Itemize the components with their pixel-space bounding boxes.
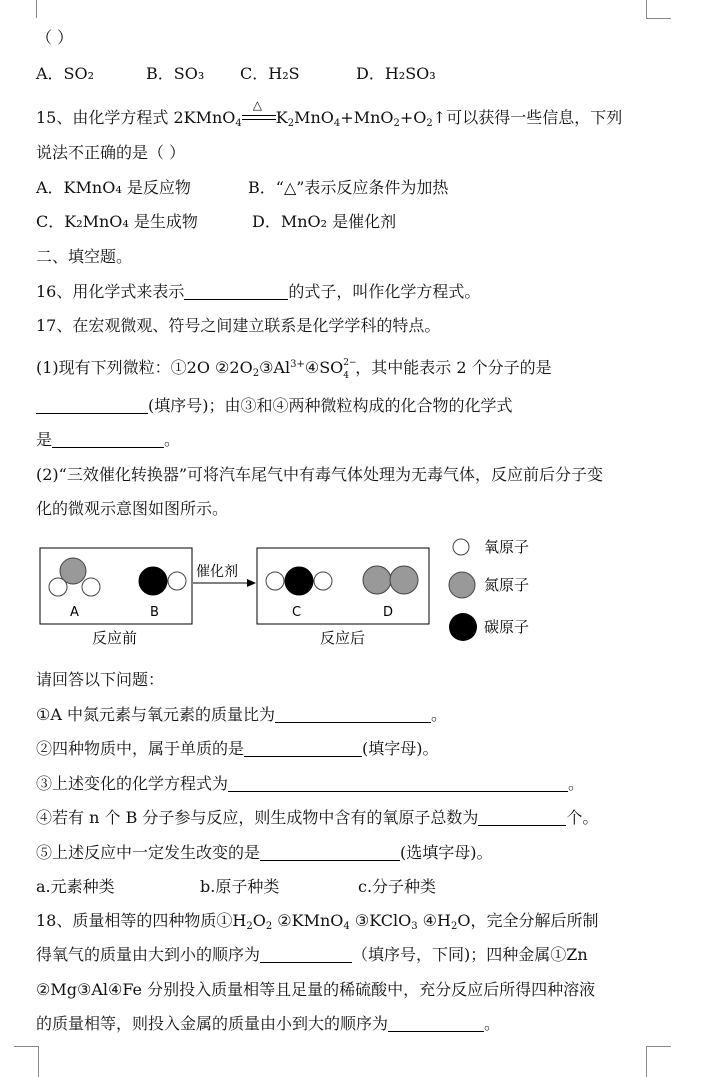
q15-tail: 可以获得一些信息，下列 [446,108,623,127]
q17-sub2-post: (填字母)。 [362,739,439,758]
before-label: 反应前 [92,629,138,647]
q15-stem-line2: 说法不正确的是（ ） [36,143,186,162]
q17-answer-blank-1[interactable] [36,397,148,414]
q17-sub2-blank[interactable] [244,740,362,757]
label-d: D [383,605,394,620]
nitrogen-atom [390,566,418,594]
corner-mark-bottom-left [14,1046,39,1077]
q18-sub: 2 [450,921,458,932]
q17-part1-line2-text: (填序号)；由③和④两种微粒构成的化合物的化学式 [148,396,513,415]
q17-sub: 2 [252,368,260,379]
q18-text: ③KClO [349,911,412,930]
q18-sub: 3 [411,921,418,932]
q18-text: O [252,911,266,930]
q14-option-b: B．SO₃ [146,64,205,83]
catalyst-label: 催化剂 [196,564,238,580]
q15-sub: 4 [333,118,341,129]
section-heading: 二、填空题。 [36,247,133,266]
q15-options-ab [36,178,448,198]
q18-text: ④H [417,911,451,930]
q16-post: 的式子，叫作化学方程式。 [288,282,481,301]
q16 [36,282,480,302]
oxygen-atom [314,572,332,590]
q17-sub: 4 [343,371,349,381]
q18-line2 [36,945,588,965]
q14-options [36,64,436,84]
q17-sub2 [36,739,439,759]
q17-part1-line2 [36,396,513,416]
q15-product: +O [399,108,427,127]
q17-sub1-post: 。 [431,705,448,724]
q16-pre: 16、用化学式来表示 [36,282,185,301]
molecule-b [139,567,186,595]
q14-paren-text: （ ） [36,28,74,47]
q17-sub4-blank[interactable] [478,809,566,826]
q18-line3: ②Mg③Al④Fe 分别投入质量相等且足量的稀硫酸中，充分反应后所得四种溶液 [36,980,596,999]
legend-nitrogen-label: 氮原子 [484,576,530,594]
nitrogen-atom [363,566,391,594]
q17-sub4-post: 个。 [566,808,599,827]
reaction-arrowhead-icon [247,579,256,587]
q17-sub4 [36,808,598,828]
q17-sub3 [36,774,584,794]
label-c: C [292,605,302,620]
q15-sub: 2 [287,118,295,129]
oxygen-atom [168,572,186,590]
q15-option-c: C．K₂MnO₄ 是生成物 [36,212,198,231]
q18-text: O，完全分解后所制 [457,911,599,930]
q18-sub: 4 [343,921,350,932]
label-a: A [70,605,79,620]
q17-sub5-blank[interactable] [260,844,400,861]
oxygen-atom [82,578,100,596]
q18-line4-pre: 的质量相等，则投入金属的质量由小到大的顺序为 [36,1014,389,1033]
q18-text: 18、质量相等的四种物质①H [36,911,247,930]
q17-sub3-pre: ③上述变化的化学方程式为 [36,774,229,793]
q18-sub: 2 [246,921,253,932]
q17-particles: (1)现有下列微粒：①2O ②2O [36,358,253,377]
q17-option-c: c.分子种类 [358,877,437,896]
corner-mark-top-right [646,0,671,19]
q17-particles: ④SO [304,358,344,377]
q17-sulfate-indices [343,358,357,381]
q17-sub3-post: 。 [568,774,585,793]
q17-sub1-pre: ①A 中氮元素与氧元素的质量比为 [36,705,275,724]
corner-mark-bottom-right [646,1046,671,1077]
q15-options-cd [36,212,396,232]
q18-line1 [36,911,598,937]
q17-sub1 [36,705,447,725]
q17-particles: ③Al [259,358,291,377]
q18-blank-2[interactable] [388,1015,484,1032]
corner-mark-top-left [36,0,37,18]
q18-text: ②KMnO [272,911,344,930]
q15-product: MnO [294,108,334,127]
legend-nitrogen-icon [449,572,475,598]
molecule-reaction-diagram [0,528,715,658]
q17-answer-intro: 请回答以下问题： [36,670,165,689]
q14-paren [36,28,73,48]
q17-part2-line1: (2)“三效催化转换器”可将汽车尾气中有毒气体处理为无毒气体，反应前后分子变 [36,465,604,484]
q15-option-d: D．MnO₂ 是催化剂 [252,212,397,231]
q15-product: K [275,108,288,127]
q16-answer-blank[interactable] [184,283,288,300]
q18-sub: 2 [265,921,273,932]
q18-line2-pre: 得氧气的质量由大到小的顺序为 [36,945,261,964]
q15-option-a: A．KMnO₄ 是反应物 [36,178,191,197]
q18-line4 [36,1014,500,1034]
q17-sub5-pre: ⑤上述反应中一定发生改变的是 [36,843,261,862]
oxygen-atom [49,578,67,596]
q18-line2-post: （填序号，下同)；四种金属①Zn [352,945,588,964]
q15-product: +MnO [340,108,394,127]
q17-part1-line1 [36,355,552,384]
q17-sub1-blank[interactable] [275,706,431,723]
q17-sub3-blank[interactable] [228,775,568,792]
legend-carbon-icon [449,613,477,641]
q14-option-c: C．H₂S [240,64,300,83]
legend-oxygen-label: 氧原子 [484,538,530,556]
molecule-c [266,567,332,595]
q15-heat-equals [242,98,276,125]
q14-option-a: A．SO₂ [36,64,95,83]
q17-sub5 [36,843,493,863]
q17-sub5-post: (选填字母)。 [400,843,493,862]
q17-sub4-pre: ④若有 n 个 B 分子参与反应，则生成物中含有的氧原子总数为 [36,808,479,827]
q18-blank-1[interactable] [260,946,352,963]
gas-arrow-icon: ↑ [432,108,447,127]
legend-carbon-label: 碳原子 [484,618,530,636]
q18-line4-post: 。 [484,1014,501,1033]
q17-part1-line3-pre: 是 [36,430,53,449]
q17-part1-line3-post: 。 [164,430,181,449]
q17-sub5-options [36,877,436,897]
q15-stem-line1 [36,98,623,134]
q17-intro: 17、在宏观微观、符号之间建立联系是化学学科的特点。 [36,316,441,335]
q15-sub: 2 [393,118,400,129]
q15-sub: 2 [426,118,433,129]
q17-part2-line2: 化的微观示意图如图所示。 [36,499,229,518]
q17-sup: 2− [343,358,357,368]
q15-lead: 15、由化学方程式 2KMnO [36,108,236,127]
legend [449,538,529,641]
oxygen-atom [266,572,284,590]
carbon-atom [285,567,313,595]
q17-option-a: a.元素种类 [36,877,115,896]
legend-oxygen-icon [453,539,469,555]
molecule-d [363,566,418,594]
q17-particles-post: ，其中能表示 2 个分子的是 [355,358,552,377]
after-label: 反应后 [320,629,366,647]
q15-option-b: B．“△”表示反应条件为加热 [248,178,449,197]
q14-option-d: D．H₂SO₃ [356,64,436,83]
q15-sub: 4 [235,118,242,129]
q17-part1-line3 [36,430,180,450]
q17-answer-blank-2[interactable] [52,431,164,448]
q17-sub2-pre: ②四种物质中，属于单质的是 [36,739,245,758]
q17-sup: 3+ [290,359,305,370]
q17-option-b: b.原子种类 [200,877,280,896]
label-b: B [150,605,159,620]
heat-triangle-icon: △ [252,98,262,112]
carbon-atom [139,567,167,595]
molecule-a [49,558,100,596]
